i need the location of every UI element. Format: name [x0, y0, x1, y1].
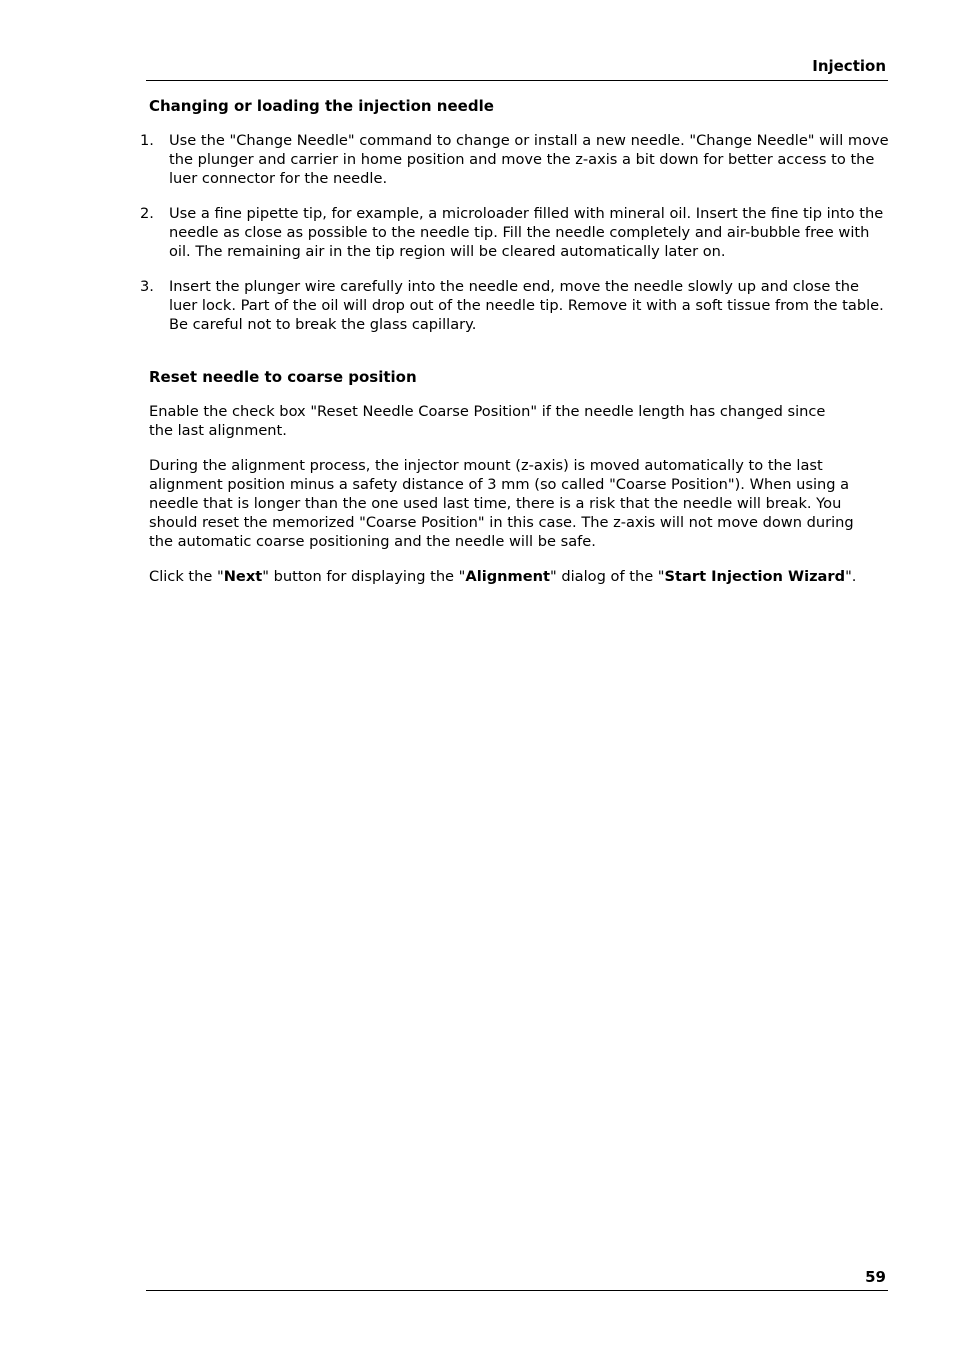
header-rule — [146, 80, 888, 81]
list-item-text: Use a fine pipette tip, for example, a microloader filled with mineral oil. Insert the fine tip into the needle as close as possible to the needle tip. Fill the needle completely and air-bubble free with oil. The remaining air in the tip region will be cleared automatically later on. — [169, 205, 884, 260]
paragraph-enable-checkbox: Enable the check box "Reset Needle Coarse Position" if the needle length has changed since the last alignment. — [149, 403, 826, 439]
text-segment: ". — [845, 568, 857, 585]
text-segment: Click the " — [149, 568, 224, 585]
running-header-title: Injection — [812, 57, 886, 75]
list-item-number: 3. — [140, 278, 154, 295]
text-segment: " dialog of the " — [550, 568, 665, 585]
list-item-text: Use the "Change Needle" command to change or install a new needle. "Change Needle" will move the plunger and carrier in home position and move the z-axis a bit down for better access to the luer connector for the needle. — [169, 132, 889, 187]
page-number: 59 — [865, 1268, 886, 1286]
list-item — [140, 277, 900, 334]
alignment-dialog-reference: Alignment — [465, 568, 551, 585]
list-item-number: 2. — [140, 205, 154, 222]
section-heading-changing-needle: Changing or loading the injection needle — [149, 97, 494, 115]
list-item — [140, 204, 900, 261]
list-item-text: Insert the plunger wire carefully into the needle end, move the needle slowly up and close the luer lock. Part of the oil will drop out of the needle tip. Remove it with a soft tissue from the table. Be careful not to break the glass capillary. — [169, 278, 884, 333]
paragraph-alignment-process: During the alignment process, the injector mount (z-axis) is moved automatically to the last alignment position minus a safety distance of 3 mm (so called "Coarse Position"). When using a needle that is longer than the one used last time, there is a risk that the needle will break. You should reset the memorized "Coarse Position" in this case. The z-axis will not move down during the automatic coarse positioning and the needle will be safe. — [149, 457, 854, 550]
paragraph-click-next — [149, 567, 909, 586]
text-segment: " button for displaying the " — [262, 568, 466, 585]
start-injection-wizard-reference: Start Injection Wizard — [664, 568, 846, 585]
section-heading-reset-needle: Reset needle to coarse position — [149, 368, 417, 386]
list-item — [140, 131, 900, 188]
next-button-reference: Next — [223, 568, 263, 585]
list-item-number: 1. — [140, 132, 154, 149]
footer-rule — [146, 1290, 888, 1291]
